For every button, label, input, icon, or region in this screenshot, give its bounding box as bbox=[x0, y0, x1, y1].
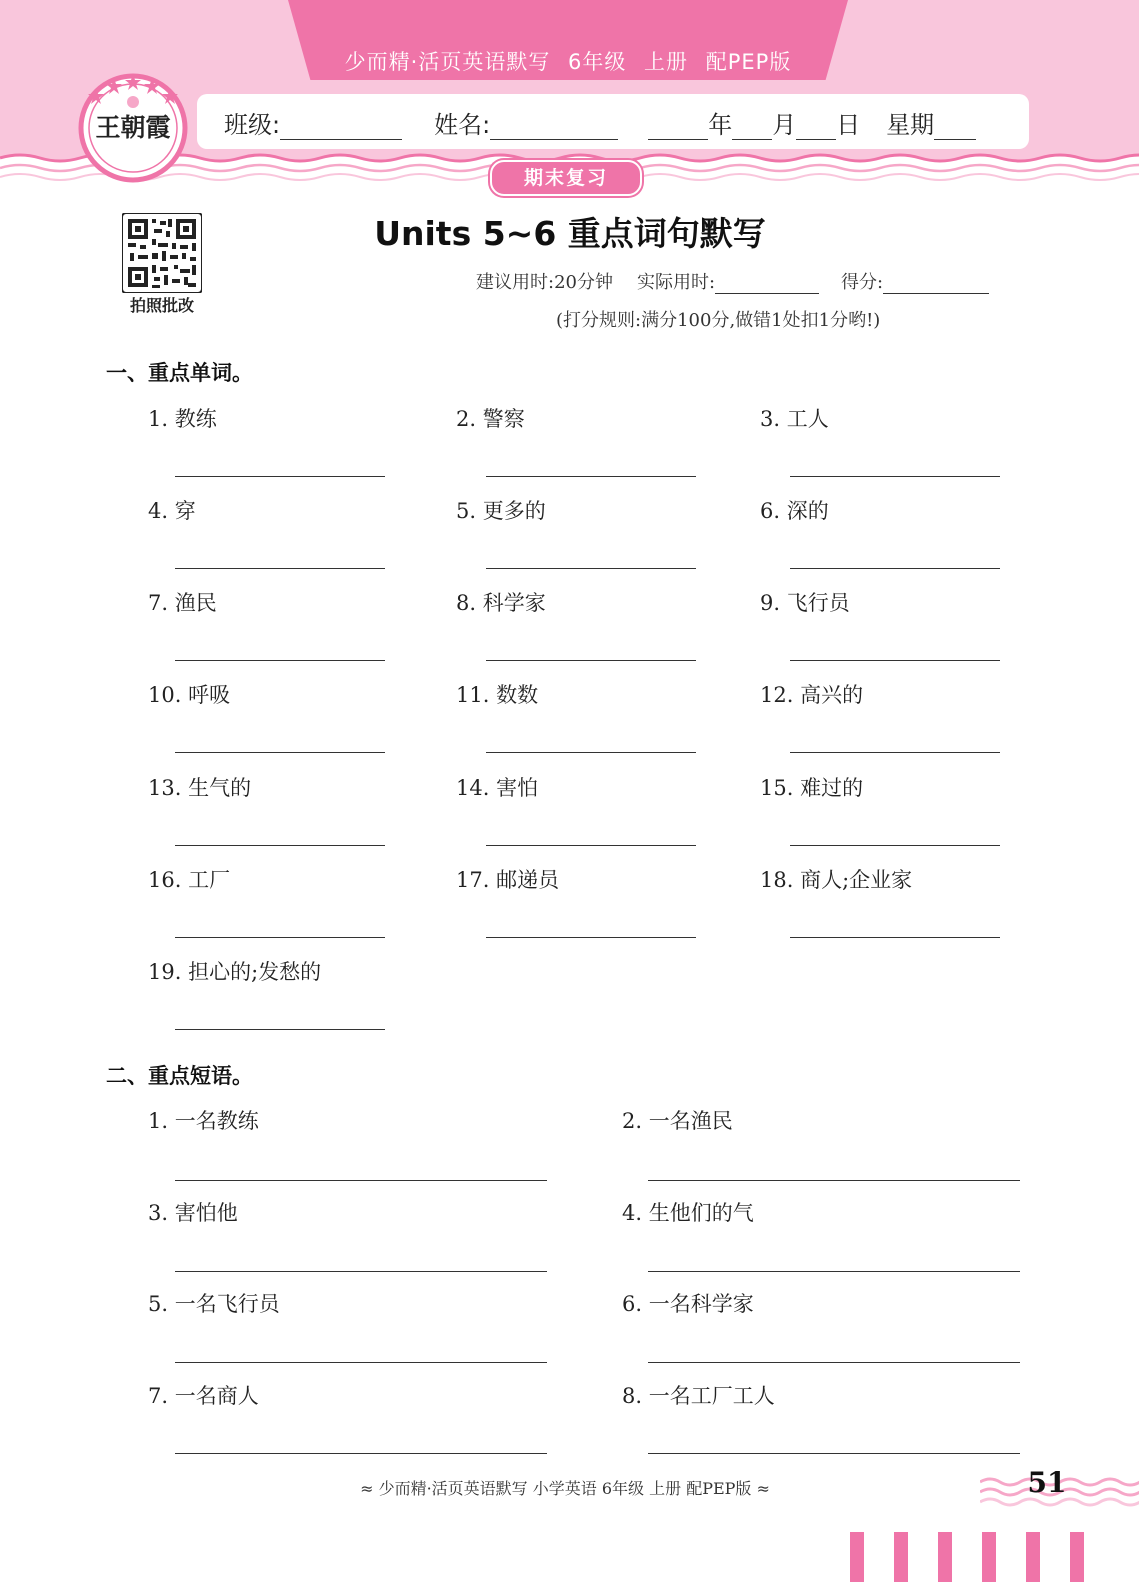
word-item: 19. 担心的;发愁的 bbox=[148, 960, 322, 984]
section2-heading: 二、重点短语。 bbox=[106, 1064, 253, 1088]
answer-line[interactable] bbox=[175, 1362, 547, 1363]
logo-text: 王朝霞 bbox=[95, 113, 171, 142]
month-label: 月 bbox=[772, 111, 797, 139]
answer-line[interactable] bbox=[175, 1029, 385, 1030]
suggested-time: 建议用时:20分钟 bbox=[476, 272, 613, 293]
footer-stripe-decoration bbox=[846, 1532, 1139, 1582]
word-item: 12. 高兴的 bbox=[760, 683, 864, 707]
scoring-rule: (打分规则:满分100分,做错1处扣1分哟!) bbox=[556, 310, 881, 331]
answer-line[interactable] bbox=[790, 845, 1000, 846]
answer-line[interactable] bbox=[486, 937, 696, 938]
weekday-label: 星期 bbox=[886, 111, 935, 139]
answer-line[interactable] bbox=[175, 1271, 547, 1272]
phrase-item: 6. 一名科学家 bbox=[622, 1292, 754, 1316]
answer-line[interactable] bbox=[486, 568, 696, 569]
answer-line[interactable] bbox=[486, 752, 696, 753]
phrase-item: 8. 一名工厂工人 bbox=[622, 1384, 775, 1408]
answer-line[interactable] bbox=[790, 568, 1000, 569]
student-info-row bbox=[224, 106, 976, 140]
phrase-item: 4. 生他们的气 bbox=[622, 1201, 754, 1225]
phrase-item: 3. 害怕他 bbox=[148, 1201, 238, 1225]
word-item: 16. 工厂 bbox=[148, 868, 231, 892]
answer-line[interactable] bbox=[486, 476, 696, 477]
answer-line[interactable] bbox=[175, 1180, 547, 1181]
score-field[interactable] bbox=[883, 273, 989, 294]
section1-heading: 一、重点单词。 bbox=[106, 361, 253, 385]
footer-text: ≈ 少而精·活页英语默写 小学英语 6年级 上册 配PEP版 ≈ bbox=[360, 1479, 770, 1498]
answer-line[interactable] bbox=[648, 1453, 1020, 1454]
answer-line[interactable] bbox=[175, 937, 385, 938]
class-field[interactable] bbox=[280, 113, 402, 140]
day-label: 日 bbox=[836, 111, 861, 139]
year-label: 年 bbox=[708, 111, 733, 139]
word-item: 4. 穿 bbox=[148, 499, 196, 523]
answer-line[interactable] bbox=[175, 845, 385, 846]
weekday-field[interactable] bbox=[934, 113, 976, 140]
phrase-item: 2. 一名渔民 bbox=[622, 1109, 733, 1133]
actual-time-field[interactable] bbox=[715, 273, 819, 294]
review-tag: 期末复习 bbox=[490, 160, 642, 196]
answer-line[interactable] bbox=[790, 660, 1000, 661]
page-number: 51 bbox=[1027, 1466, 1067, 1499]
answer-line[interactable] bbox=[486, 845, 696, 846]
word-item: 14. 害怕 bbox=[456, 776, 539, 800]
word-item: 8. 科学家 bbox=[456, 591, 546, 615]
answer-line[interactable] bbox=[648, 1271, 1020, 1272]
word-item: 9. 飞行员 bbox=[760, 591, 850, 615]
answer-line[interactable] bbox=[175, 568, 385, 569]
answer-line[interactable] bbox=[175, 1453, 547, 1454]
word-item: 13. 生气的 bbox=[148, 776, 252, 800]
word-item: 1. 教练 bbox=[148, 407, 217, 431]
year-field[interactable] bbox=[648, 113, 708, 140]
word-item: 2. 警察 bbox=[456, 407, 525, 431]
page-title: Units 5~6 重点词句默写 bbox=[374, 214, 766, 253]
score-label: 得分: bbox=[841, 272, 884, 293]
name-label: 姓名: bbox=[434, 111, 491, 139]
word-item: 5. 更多的 bbox=[456, 499, 546, 523]
answer-line[interactable] bbox=[648, 1362, 1020, 1363]
phrase-item: 5. 一名飞行员 bbox=[148, 1292, 280, 1316]
word-item: 11. 数数 bbox=[456, 683, 539, 707]
qr-code-icon[interactable] bbox=[122, 213, 202, 293]
word-item: 3. 工人 bbox=[760, 407, 829, 431]
answer-line[interactable] bbox=[648, 1180, 1020, 1181]
word-item: 7. 渔民 bbox=[148, 591, 217, 615]
student-info-box bbox=[197, 94, 1029, 149]
qr-label: 拍照批改 bbox=[129, 296, 194, 315]
word-item: 15. 难过的 bbox=[760, 776, 864, 800]
actual-time-label: 实际用时: bbox=[636, 272, 716, 293]
answer-line[interactable] bbox=[790, 937, 1000, 938]
answer-line[interactable] bbox=[175, 660, 385, 661]
series-title: 少而精·活页英语默写 6年级 上册 配PEP版 bbox=[344, 50, 792, 74]
answer-line[interactable] bbox=[790, 476, 1000, 477]
word-item: 6. 深的 bbox=[760, 499, 829, 523]
phrase-item: 7. 一名商人 bbox=[148, 1384, 259, 1408]
class-label: 班级: bbox=[224, 111, 281, 139]
answer-line[interactable] bbox=[175, 476, 385, 477]
phrase-item: 1. 一名教练 bbox=[148, 1109, 259, 1133]
word-item: 17. 邮递员 bbox=[456, 868, 560, 892]
answer-line[interactable] bbox=[486, 660, 696, 661]
word-item: 18. 商人;企业家 bbox=[760, 868, 913, 892]
time-score-row bbox=[476, 268, 1036, 294]
answer-line[interactable] bbox=[790, 752, 1000, 753]
word-item: 10. 呼吸 bbox=[148, 683, 231, 707]
day-field[interactable] bbox=[796, 113, 836, 140]
name-field[interactable] bbox=[490, 113, 618, 140]
month-field[interactable] bbox=[732, 113, 772, 140]
answer-line[interactable] bbox=[175, 752, 385, 753]
